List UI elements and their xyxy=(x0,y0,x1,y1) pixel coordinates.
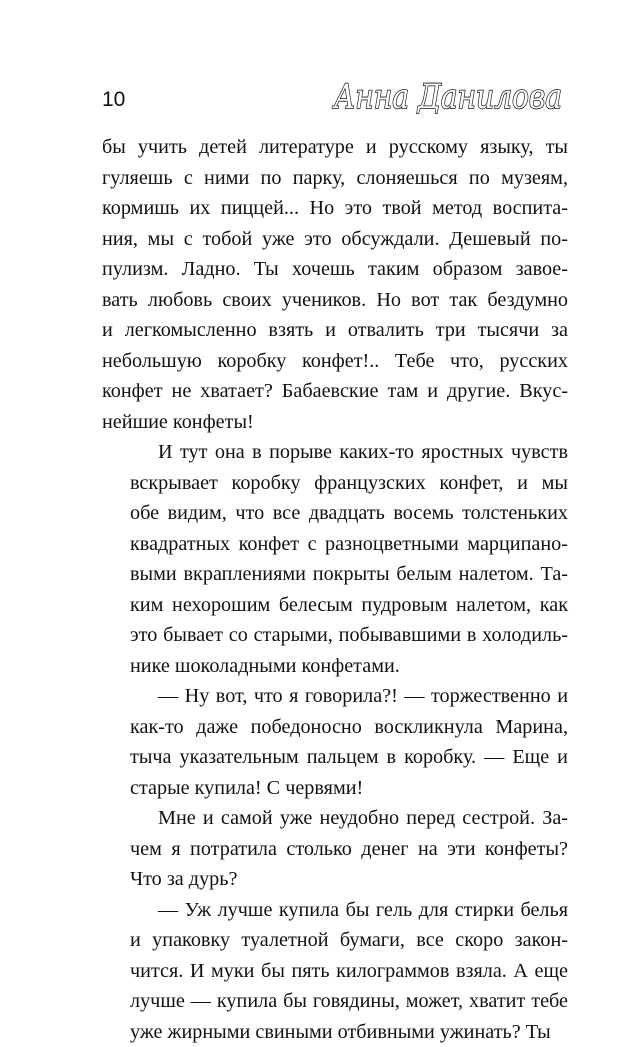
paragraph xyxy=(102,681,568,803)
text-line: и легкомысленно взять и отвалить три тысячи за xyxy=(102,315,568,346)
text-line: кормишь их пиццей... Но это твой метод воспита- xyxy=(102,193,568,224)
text-line: уже жирными свиными отбивными ужинать? Ты xyxy=(102,1017,568,1047)
text-line: это бывает со старыми, побывавшими в холодиль- xyxy=(102,620,568,651)
text-line: выми вкраплениями покрыты белым налетом. Та- xyxy=(102,559,568,590)
text-line: вать любовь своих учеников. Но вот так бездумно xyxy=(102,285,568,316)
text-line: Мне и самой уже неудобно перед сестрой. За- xyxy=(102,803,568,834)
text-line: — Ну вот, что я говорила?! — торжественно и xyxy=(102,681,568,712)
text-line: нейшие конфеты! xyxy=(102,407,568,438)
text-line: нике шоколадными конфетами. xyxy=(102,651,568,682)
text-line: ния, мы с тобой уже это обсуждали. Дешевый по- xyxy=(102,224,568,255)
text-line: как-то даже победоносно воскликнула Марина, xyxy=(102,712,568,743)
text-line: гуляешь с ними по парку, слоняешься по музеям, xyxy=(102,163,568,194)
text-line: и упаковку туалетной бумаги, все скоро закон- xyxy=(102,925,568,956)
text-line: Что за дурь? xyxy=(102,864,568,895)
author-name-header xyxy=(332,70,564,118)
text-line: конфет не хватает? Бабаевские там и другие. Вкус- xyxy=(102,376,568,407)
text-line: чится. И муки бы пять килограммов взяла. А еще xyxy=(102,956,568,987)
text-line: старые купила! С червями! xyxy=(102,773,568,804)
text-line: обе видим, что все двадцать восемь толстеньких xyxy=(102,498,568,529)
author-name-logo xyxy=(332,70,564,118)
paragraph xyxy=(102,895,568,1047)
text-line: лучше — купила бы говядины, может, хватит тебе xyxy=(102,986,568,1017)
text-line: — Уж лучше купила бы гель для стирки белья xyxy=(102,895,568,926)
text-line: бы учить детей литературе и русскому языку, ты xyxy=(102,132,568,163)
text-line: пулизм. Ладно. Ты хочешь таким образом завое- xyxy=(102,254,568,285)
text-line: вскрывает коробку французских конфет, и мы xyxy=(102,468,568,499)
text-line: чем я потратила столько денег на эти конфеты? xyxy=(102,834,568,865)
text-line: квадратных конфет с разноцветными марципано- xyxy=(102,529,568,560)
paragraph xyxy=(102,803,568,895)
paragraph xyxy=(102,132,568,437)
body-text xyxy=(102,132,568,1047)
text-line: ким нехорошим белесым пудровым налетом, как xyxy=(102,590,568,621)
text-line: небольшую коробку конфет!.. Тебе что, русских xyxy=(102,346,568,377)
page-number: 10 xyxy=(102,88,125,112)
text-line: И тут она в порыве каких-то яростных чувств xyxy=(102,437,568,468)
author-name: Анна Данилова xyxy=(332,77,562,117)
text-line: тыча указательным пальцем в коробку. — Еще и xyxy=(102,742,568,773)
paragraph xyxy=(102,437,568,681)
